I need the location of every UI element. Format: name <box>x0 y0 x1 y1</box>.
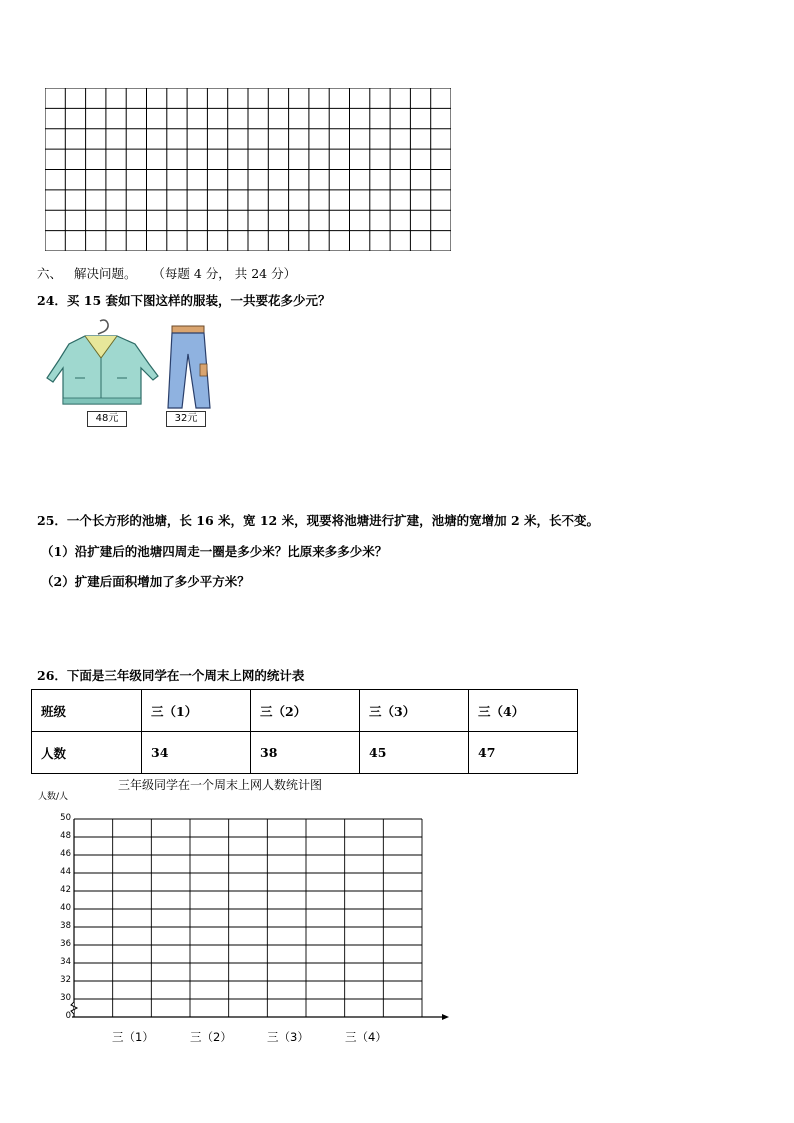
question-24 <box>37 291 331 309</box>
q25-text: 一个长方形的池塘，长 16 米，宽 12 米，现要将池塘进行扩建，池塘的宽增加 2 米，长不变。 <box>66 513 600 528</box>
x-category-label: 三（1） <box>112 1030 154 1044</box>
stats-table <box>31 689 578 774</box>
pants-price-tag: 32元 <box>166 411 206 427</box>
y-tick-label: 44 <box>60 867 71 877</box>
y-tick-label: 30 <box>60 993 71 1003</box>
y-tick-label: 50 <box>60 813 71 823</box>
table-class-2: 三（2） <box>251 690 360 732</box>
table-class-1: 三（1） <box>142 690 251 732</box>
y-axis-label: 人数/人 <box>38 792 69 802</box>
table-row-label: 人数 <box>32 732 142 774</box>
axis-break-mark <box>71 1002 77 1014</box>
y-tick-label: 48 <box>60 831 71 841</box>
question-26 <box>37 666 304 684</box>
table-count-4: 47 <box>469 732 578 774</box>
section-number: 六、 <box>37 266 63 281</box>
x-category-label: 三（2） <box>190 1030 232 1044</box>
jacket-price-tag: 48元 <box>87 411 127 427</box>
section-points: （每题 4 分， 共 24 分） <box>152 266 297 281</box>
table-class-4: 三（4） <box>469 690 578 732</box>
y-tick-label: 36 <box>60 939 71 949</box>
q25-sub1: （1）沿扩建后的池塘四周走一圈是多少米？比原来多多少米？ <box>41 544 388 559</box>
table-count-2: 38 <box>251 732 360 774</box>
table-count-1: 34 <box>142 732 251 774</box>
x-category-label: 三（4） <box>345 1030 387 1044</box>
x-category-label: 三（3） <box>267 1030 309 1044</box>
y-tick-label: 42 <box>60 885 71 895</box>
table-data-row <box>32 732 578 774</box>
q26-text: 下面是三年级同学在一个周末上网的统计表 <box>66 668 305 683</box>
y-tick-label: 46 <box>60 849 71 859</box>
q26-number: 26． <box>37 668 67 683</box>
q25-sub2: （2）扩建后面积增加了多少平方米？ <box>41 574 250 589</box>
y-tick-label: 40 <box>60 903 71 913</box>
y-tick-label: 38 <box>60 921 71 931</box>
q24-number: 24． <box>37 293 67 308</box>
table-header-row <box>32 690 578 732</box>
writing-grid <box>45 88 451 251</box>
section-title: 解决问题。 <box>73 266 137 281</box>
y-tick-label: 32 <box>60 975 71 985</box>
y-tick-label: 0 <box>65 1011 71 1021</box>
table-count-3: 45 <box>360 732 469 774</box>
bar-chart-grid <box>60 812 450 1024</box>
chart-title: 三年级同学在一个周末上网人数统计图 <box>118 778 323 792</box>
pants-illustration <box>160 324 218 410</box>
q24-text: 买 15 套如下图这样的服装，一共要花多少元？ <box>66 293 331 308</box>
section-heading <box>37 264 296 282</box>
jacket-illustration <box>45 318 163 410</box>
q25-number: 25． <box>37 513 67 528</box>
y-tick-label: 34 <box>60 957 71 967</box>
x-axis-arrow <box>442 1014 449 1020</box>
table-header-label: 班级 <box>32 690 142 732</box>
question-25 <box>37 511 599 529</box>
table-class-3: 三（3） <box>360 690 469 732</box>
